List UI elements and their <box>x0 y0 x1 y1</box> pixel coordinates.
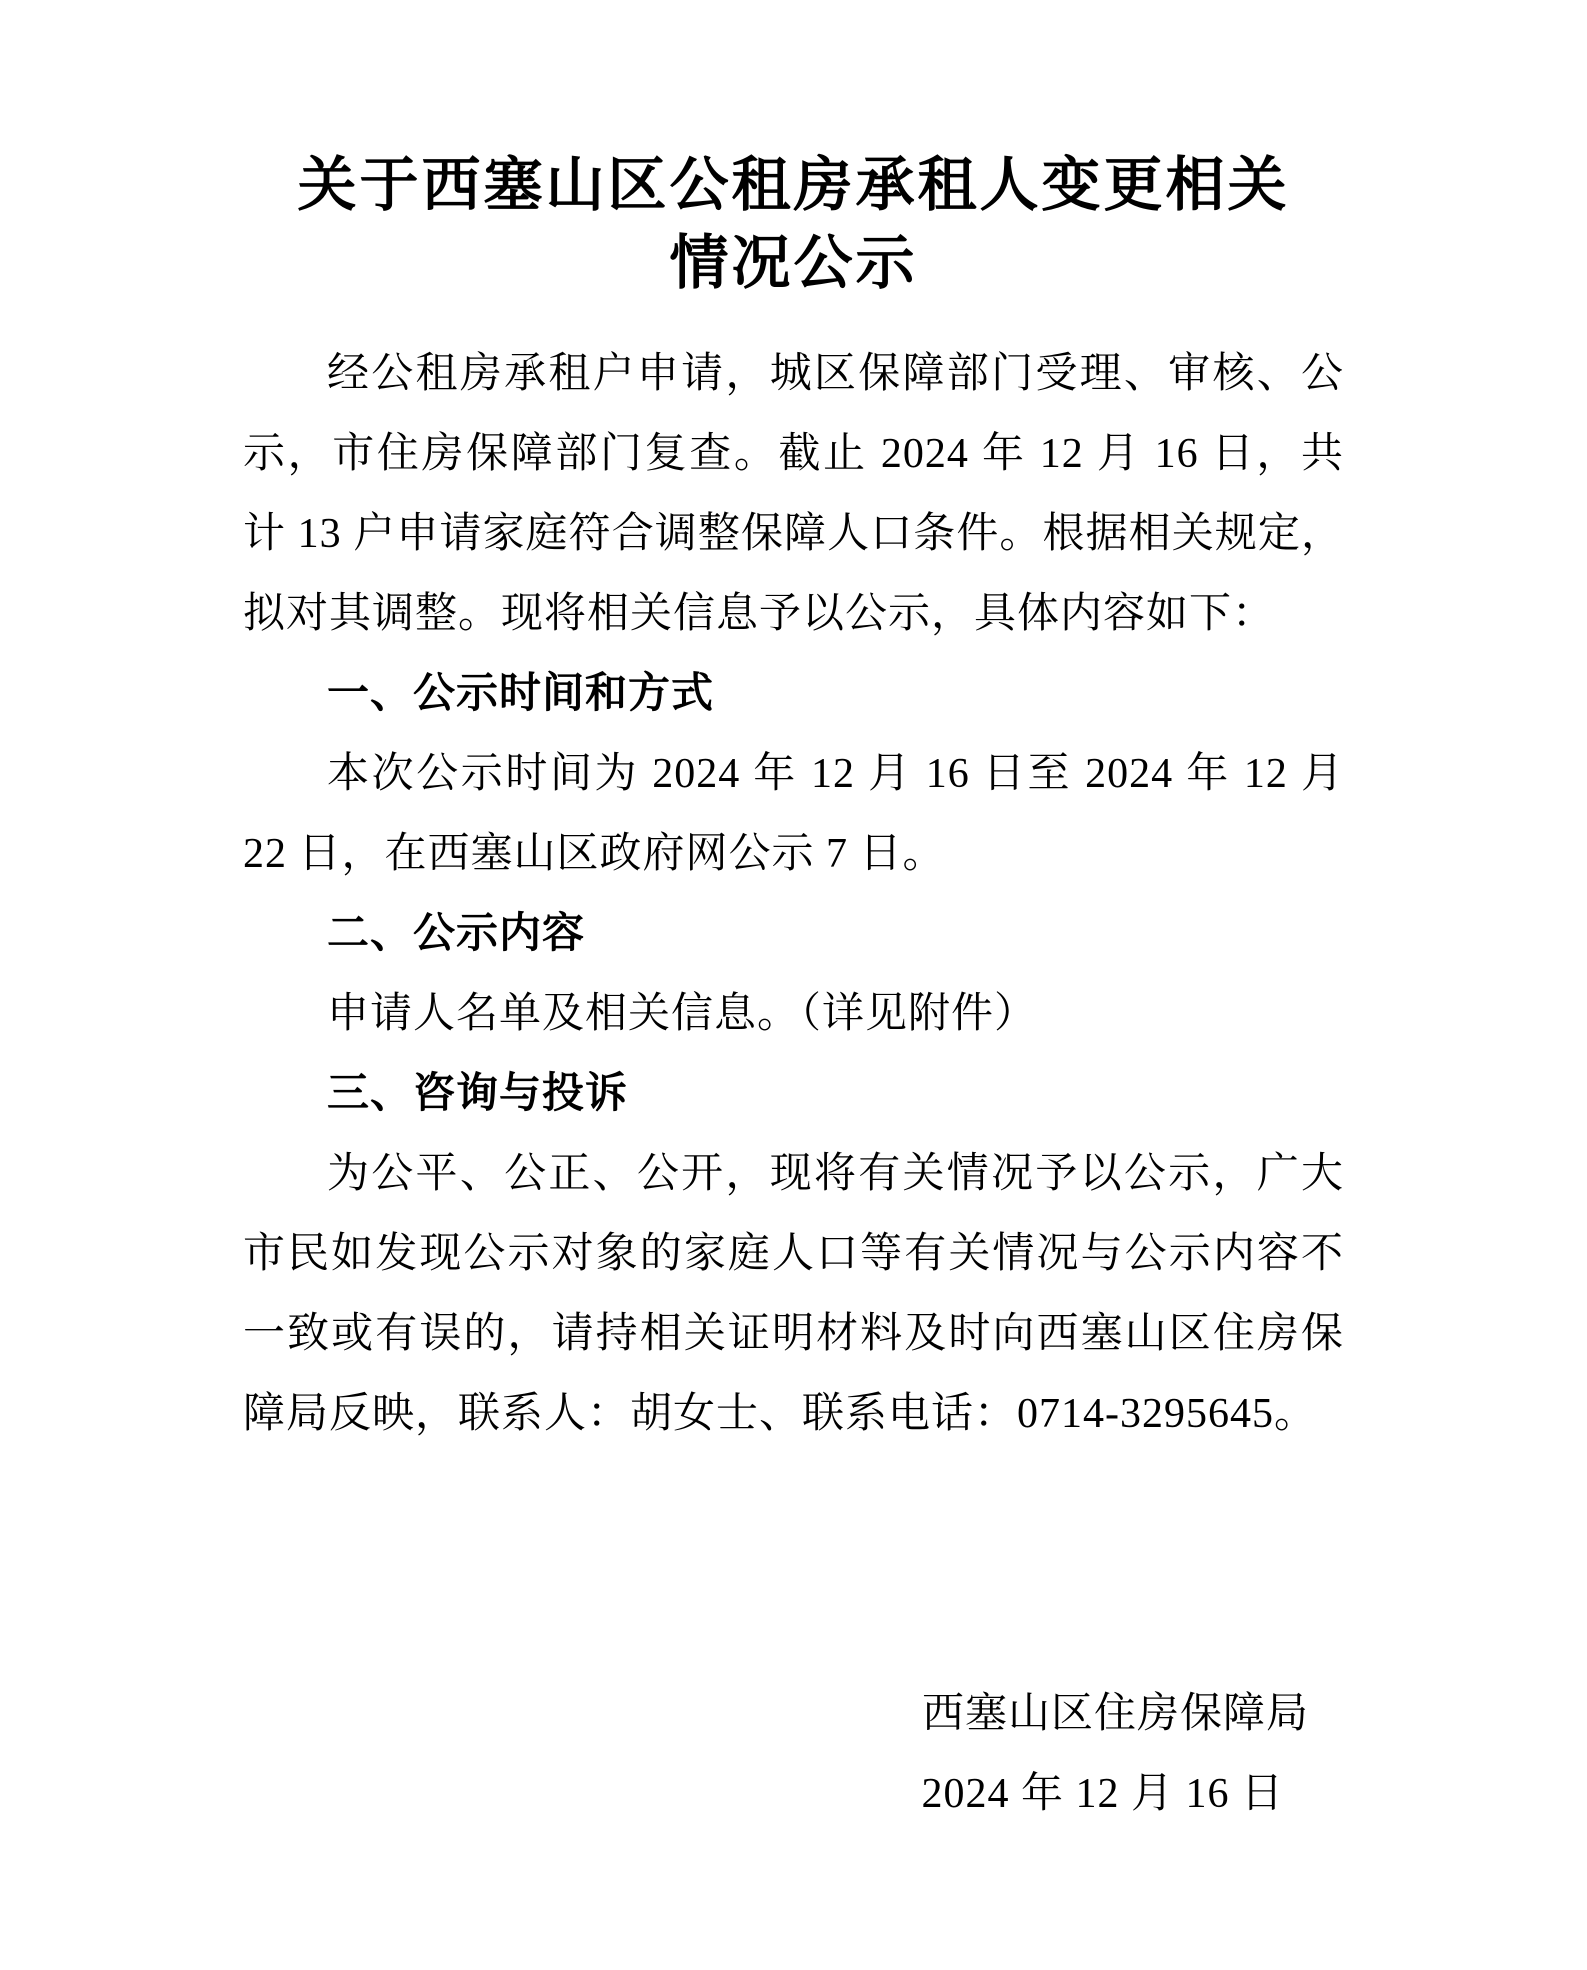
section-heading-2: 二、公示内容 <box>327 911 586 957</box>
paragraph-intro: 经公租房承租户申请，城区保障部门受理、审核、公示，市住房保障部门复查。截止 2024 年 12 月 16 日，共计 13 户申请家庭符合调整保障人口条件。根据相关规定，拟对其调整。现将相关信息予以公示，具体内容如下： <box>243 351 1344 637</box>
paragraph-consultation: 为公平、公正、公开，现将有关情况予以公示，广大市民如发现公示对象的家庭人口等有关情况与公示内容不一致或有误的，请持相关证明材料及时向西塞山区住房保障局反映，联系人：胡女士、联系电话：0714-3295645。 <box>243 1151 1344 1437</box>
notice-title-line-1: 关于西塞山区公租房承租人变更相关 <box>297 152 1290 218</box>
paragraph-publicity-time: 本次公示时间为 2024 年 12 月 16 日至 2024 年 12 月 22 日，在西塞山区政府网公示 7 日。 <box>243 751 1344 877</box>
notice-title-line-2: 情况公示 <box>669 230 918 296</box>
signature-block <box>243 1674 1344 1834</box>
notice-title <box>243 146 1344 302</box>
signature-date: 2024 年 12 月 16 日 <box>921 1771 1284 1817</box>
paragraph-publicity-content: 申请人名单及相关信息。（详见附件） <box>327 991 1038 1037</box>
notice-body <box>243 334 1344 1454</box>
section-heading-1: 一、公示时间和方式 <box>327 671 715 717</box>
signature-organization: 西塞山区住房保障局 <box>921 1691 1309 1737</box>
section-heading-3: 三、咨询与投诉 <box>327 1071 629 1117</box>
